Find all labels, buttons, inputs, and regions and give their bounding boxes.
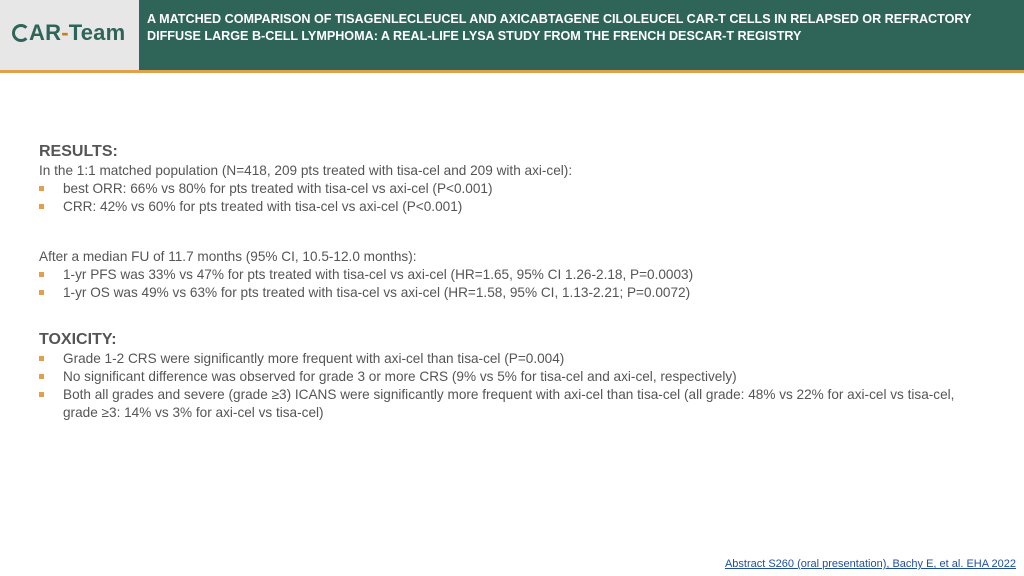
car-team-logo: AR-Team [12, 20, 125, 46]
reference-link[interactable]: Abstract S260 (oral presentation), Bachy E, et al. EHA 2022 [724, 558, 1016, 570]
list-item: 1-yr OS was 49% vs 63% for pts treated with tisa-cel vs axi-cel (HR=1.58, 95% CI, 1.13-2.21; P=0.0072) [39, 284, 979, 302]
results-heading: RESULTS: [39, 143, 118, 160]
list-item: Both all grades and severe (grade ≥3) ICANS were significantly more frequent with axi-cel than tisa-cel (all grade: 48% vs 22% for axi-cel vs tisa-cel, grade ≥3: 14% vs 3% for axi-cel vs tisa-cel) [39, 386, 979, 422]
list-item: Grade 1-2 CRS were significantly more frequent with axi-cel than tisa-cel (P=0.004) [39, 350, 979, 368]
header-divider [0, 70, 1024, 73]
toxicity-heading: TOXICITY: [39, 331, 117, 348]
header [0, 0, 1024, 70]
toxicity-bullet-list [39, 350, 979, 422]
list-item: 1-yr PFS was 33% vs 47% for pts treated with tisa-cel vs axi-cel (HR=1.65, 95% CI 1.26-2.18, P=0.0003) [39, 266, 979, 284]
slide-content [39, 142, 979, 422]
slide-title: A MATCHED COMPARISON OF TISAGENLECLEUCEL AND AXICABTAGENE CILOLEUCEL CAR-T CELLS IN RELAPSED OR REFRACTORY DIFFUSE LARGE B-CELL LYMPHOMA: A REAL-LIFE LYSA STUDY FROM THE FRENCH DESCAR-T REGISTRY [147, 12, 972, 43]
list-item: CRR: 42% vs 60% for pts treated with tisa-cel vs axi-cel (P<0.001) [39, 198, 979, 216]
followup-bullet-list [39, 266, 979, 302]
logo-box [0, 0, 139, 70]
results-intro: In the 1:1 matched population (N=418, 209 pts treated with tisa-cel and 209 with axi-cel): [39, 163, 573, 178]
list-item: No significant difference was observed for grade 3 or more CRS (9% vs 5% for tisa-cel and axi-cel, respectively) [39, 368, 979, 386]
results-bullet-list [39, 180, 979, 216]
logo-c-icon [12, 24, 30, 42]
list-item: best ORR: 66% vs 80% for pts treated with tisa-cel vs axi-cel (P<0.001) [39, 180, 979, 198]
title-banner [139, 0, 1024, 70]
followup-intro: After a median FU of 11.7 months (95% CI, 10.5-12.0 months): [39, 249, 417, 264]
